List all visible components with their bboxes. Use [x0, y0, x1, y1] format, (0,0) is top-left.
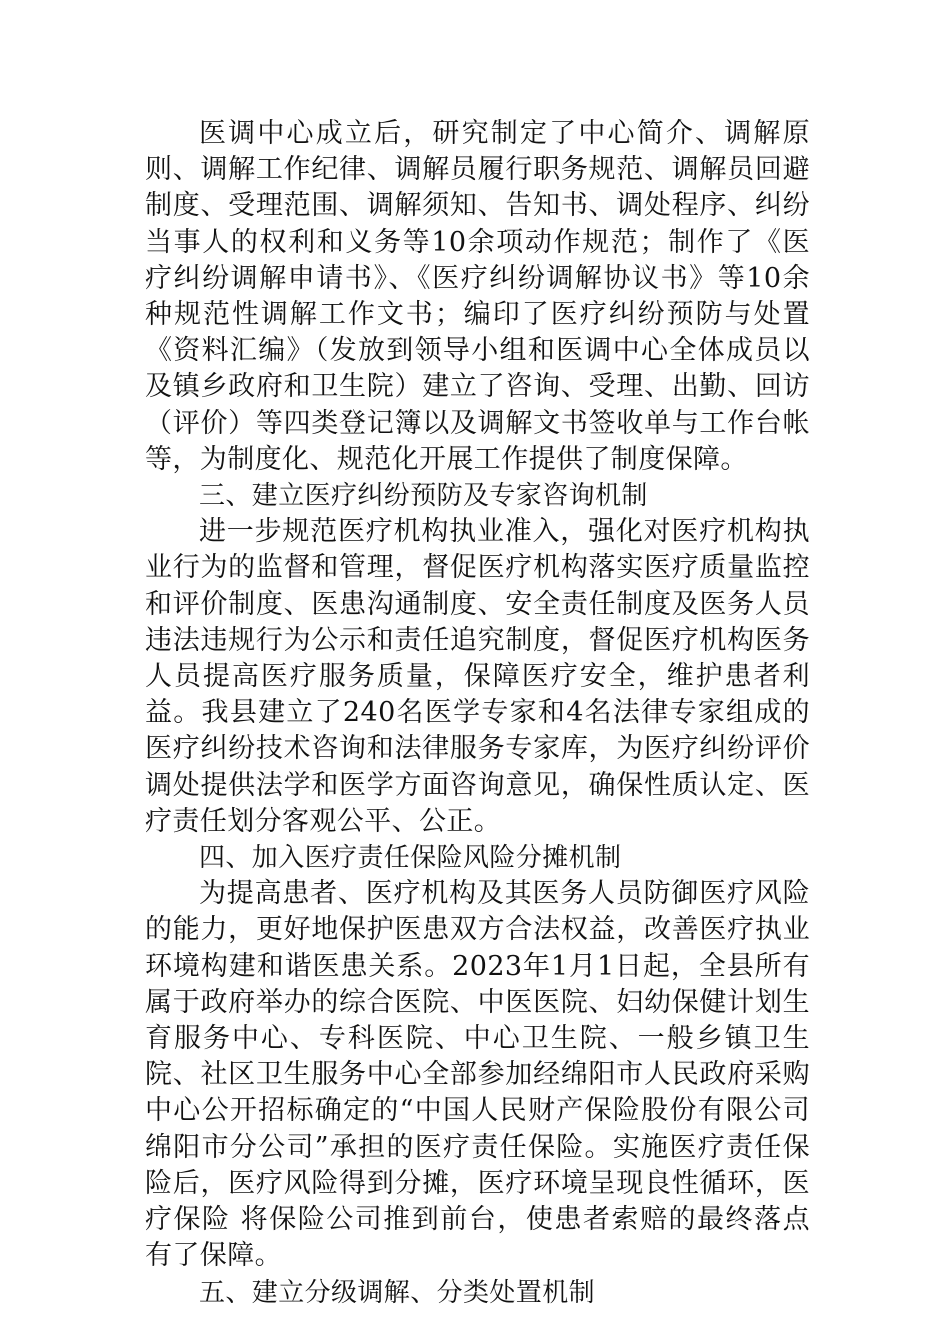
paragraph-liability-insurance: 为提高患者、医疗机构及其医务人员防御医疗风险的能力，更好地保护医患双方合法权益，改善医疗执业环境构建和谐医患关系。2023年1月1日起，全县所有属于政府举办的综合医院、中医医院、妇幼保健计划生育服务中心、专科医院、中心卫生院、一般乡镇卫生院、社区卫生服务中心全部参加经绵阳市人民政府采购中心公开招标确定的“中国人民财产保险股份有限公司绵阳市分公司”承担的医疗责任保险。实施医疗责任保险后，医疗风险得到分摊，医疗环境呈现良性循环，医疗保险 将保险公司推到前台，使患者索赔的最终落点有了保障。 — [145, 878, 810, 1272]
section-heading-4: 四、加入医疗责任保险风险分摊机制 — [199, 843, 622, 874]
document-body — [145, 116, 810, 1311]
paragraph-expert-consultation: 进一步规范医疗机构执业准入，强化对医疗机构执业行为的监督和管理，督促医疗机构落实医疗质量监控和评价制度、医患沟通制度、安全责任制度及医务人员违法违规行为公示和责任追究制度，督促医疗机构医务人员提高医疗服务质量，保障医疗安全，维护患者利益。我县建立了240名医学专家和4名法律专家组成的医疗纠纷技术咨询和法律服务专家库，为医疗纠纷评价调处提供法学和医学方面咨询意见，确保性质认定、医疗责任划分客观公平、公正。 — [145, 516, 810, 837]
paragraph-regulations: 医调中心成立后，研究制定了中心简介、调解原则、调解工作纪律、调解员履行职务规范、调解员回避制度、受理范围、调解须知、告知书、调处程序、纠纷当事人的权利和义务等10余项动作规范；制作了《医疗纠纷调解申请书》、《医疗纠纷调解协议书》等10余种规范性调解工作文书；编印了医疗纠纷预防与处置《资料汇编》（发放到领导小组和医调中心全体成员以及镇乡政府和卫生院）建立了咨询、受理、出勤、回访（评价）等四类登记簿以及调解文书签收单与工作台帐等，为制度化、规范化开展工作提供了制度保障。 — [145, 118, 810, 475]
section-heading-5: 五、建立分级调解、分类处置机制 — [199, 1277, 596, 1308]
section-heading-3: 三、建立医疗纠纷预防及专家咨询机制 — [199, 481, 648, 512]
